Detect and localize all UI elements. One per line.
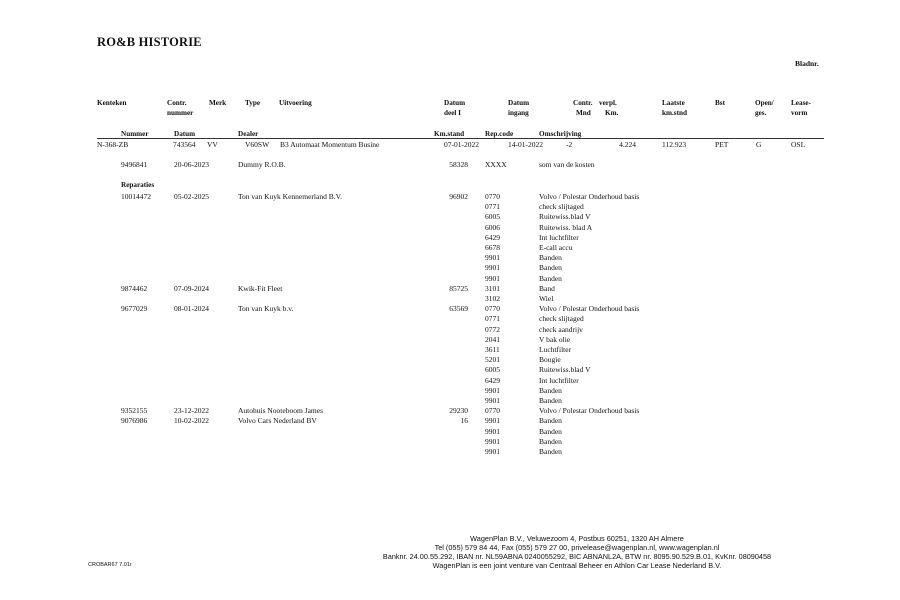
vehicle-merk: VV: [207, 140, 218, 149]
header-ingang: ingang: [508, 109, 529, 117]
repair-repcode: 0770: [485, 304, 500, 314]
footer-line-2: Tel (055) 579 84 44, Fax (055) 579 27 00, privelease@wagenplan.nl, www.wagenplan.nl: [434, 543, 720, 552]
repair-repcode: 3101: [485, 283, 500, 293]
header-contr-mnd: Contr.: [573, 99, 593, 107]
repair-omschrijving: Banden: [539, 385, 562, 395]
repair-repcode: 9901: [485, 416, 500, 426]
repair-omschrijving: Luchtfilter: [539, 345, 572, 354]
repair-repcode: 0771: [485, 202, 500, 212]
vehicle-contract: 743564: [173, 140, 196, 149]
repair-repcode: 6429: [485, 375, 500, 385]
header-lease: Lease-: [791, 99, 811, 107]
repair-omschrijving: Wiel: [539, 294, 554, 303]
repair-omschrijving: Banden: [539, 253, 562, 263]
repair-repcode: 0770: [485, 406, 500, 416]
repair-repcode: 6429: [485, 232, 500, 242]
summary-datum: 20-06-2023: [174, 160, 209, 169]
repair-kmstand: 29230: [449, 406, 468, 416]
repair-kmstand: 85725: [449, 283, 468, 293]
repair-omschrijving: Band: [539, 283, 555, 293]
reparaties-label: Reparaties: [121, 181, 155, 189]
repair-datum: 07-09-2024: [174, 283, 209, 293]
repair-datum: 08-01-2024: [174, 304, 209, 314]
repair-omschrijving: Bougie: [539, 355, 561, 365]
repair-repcode: 5201: [485, 355, 500, 365]
subheader-dealer: Dealer: [238, 130, 259, 138]
page-number-label: Bladnr.: [795, 59, 819, 68]
vehicle-datum-deel1: 07-01-2022: [444, 140, 479, 149]
repair-kmstand: 16: [460, 416, 468, 426]
repair-repcode: 6005: [485, 212, 500, 222]
header-ges: ges.: [755, 109, 767, 117]
header-open: Open/: [755, 99, 774, 107]
repair-repcode: 6005: [485, 365, 500, 375]
header-divider: [97, 138, 824, 139]
summary-nummer: 9496841: [121, 160, 148, 169]
repair-omschrijving: Banden: [539, 447, 562, 456]
repair-repcode: 3102: [485, 294, 500, 303]
vehicle-verpl-km: 4.224: [619, 140, 636, 149]
header-vorm: vorm: [791, 109, 808, 117]
subheader-omschrijving: Omschrijving: [539, 130, 582, 138]
repair-dealer: Ton van Kuyk Kennemerland B.V.: [238, 192, 342, 201]
summary-kmstand: 58328: [449, 160, 468, 169]
repair-omschrijving: Banden: [539, 416, 562, 426]
repair-omschrijving: check slijtaged: [539, 314, 584, 324]
repair-datum: 23-12-2022: [174, 406, 209, 416]
repair-nummer: 9874462: [121, 283, 148, 293]
vehicle-contr-mnd: -2: [566, 140, 573, 149]
summary-repcode: XXXX: [485, 160, 507, 169]
vehicle-laatste-km: 112.923: [662, 140, 687, 149]
repair-omschrijving: Volvo / Polestar Onderhoud basis: [539, 304, 640, 314]
header-mnd: Mnd: [576, 109, 591, 117]
header-datum-deel1: Datum: [444, 99, 466, 107]
repair-omschrijving: Ruitewiss.blad V: [539, 212, 591, 222]
vehicle-uitvoering: B3 Automaat Momentum Busine: [280, 140, 380, 149]
repair-repcode: 6678: [485, 243, 500, 252]
repair-datum: 05-02-2025: [174, 192, 209, 201]
repair-omschrijving: Ruitewiss. blad A: [539, 222, 593, 232]
repair-nummer: 9677029: [121, 304, 148, 314]
header-kmstnd: km.stnd: [662, 109, 687, 117]
repair-repcode: 9901: [485, 263, 500, 273]
footer-line-4: WagenPlan is een joint venture van Centraal Beheer en Athlon Car Lease Nederland B.V.: [432, 561, 722, 570]
header-km: Km.: [605, 109, 619, 117]
repair-repcode: 0771: [485, 314, 500, 324]
repair-omschrijving: Volvo / Polestar Onderhoud basis: [539, 406, 640, 416]
vehicle-leasevorm: OSL: [791, 140, 806, 149]
vehicle-type: V60SW: [245, 140, 270, 149]
repair-repcode: 9901: [485, 273, 500, 283]
repair-repcode: 9901: [485, 253, 500, 263]
repair-omschrijving: Banden: [539, 436, 562, 446]
subheader-datum: Datum: [174, 130, 196, 138]
repair-omschrijving: V bak olie: [539, 334, 571, 344]
repair-omschrijving: Int luchtfilter: [539, 232, 579, 242]
repair-repcode: 0770: [485, 192, 500, 201]
repair-repcode: 3611: [485, 345, 500, 354]
repair-repcode: 9901: [485, 396, 500, 405]
repair-repcode: 2041: [485, 334, 500, 344]
repair-nummer: 10014472: [121, 192, 151, 201]
repair-kmstand: 96902: [449, 192, 468, 201]
repair-omschrijving: Banden: [539, 396, 562, 405]
repair-dealer: Autohuis Nooteboom James: [238, 406, 323, 416]
header-bst: Bst: [715, 99, 725, 107]
header-nummer: nummer: [167, 109, 194, 117]
vehicle-bst: PET: [715, 140, 729, 149]
repair-kmstand: 63569: [449, 304, 468, 314]
header-merk: Merk: [209, 99, 227, 107]
header-contr: Contr.: [167, 99, 187, 107]
report-code: CROBAR67 7.01r: [88, 562, 132, 568]
repair-repcode: 9901: [485, 426, 500, 436]
repair-repcode: 6006: [485, 222, 500, 232]
repair-dealer: Kwik-Fit Fleet: [238, 283, 283, 293]
header-type: Type: [245, 99, 261, 107]
repair-omschrijving: Banden: [539, 426, 562, 436]
repair-omschrijving: check slijtaged: [539, 202, 584, 212]
header-verpl: verpl.: [599, 99, 617, 107]
repair-dealer: Volvo Cars Nederland BV: [238, 416, 317, 426]
header-datum-ingang: Datum: [508, 99, 530, 107]
subheader-kmstand: Km.stand: [434, 130, 465, 138]
repair-dealer: Ton van Kuyk b.v.: [238, 304, 294, 314]
repair-omschrijving: check aandrijv: [539, 324, 583, 334]
repair-omschrijving: Int luchtfilter: [539, 375, 579, 385]
summary-omschrijving: som van de kosten: [539, 160, 595, 169]
repair-omschrijving: Banden: [539, 263, 562, 273]
footer-line-3: Banknr. 24.00.55.292, IBAN nr. NL59ABNA 0240055292, BIC ABNANL2A, BTW nr. 8095.90.529.B.01, KvKnr. 08090458: [382, 552, 772, 561]
subheader-repcode: Rep.code: [485, 130, 514, 138]
vehicle-open: G: [756, 140, 762, 149]
repair-repcode: 9901: [485, 436, 500, 446]
vehicle-kenteken: N-368-ZB: [97, 140, 129, 149]
repair-omschrijving: E-call accu: [539, 243, 573, 252]
header-deel1: deel I: [444, 109, 461, 117]
repair-nummer: 9076986: [121, 416, 148, 426]
header-laatste: Laatste: [662, 99, 685, 107]
repair-nummer: 9352155: [121, 406, 148, 416]
repair-repcode: 0772: [485, 324, 500, 334]
repair-repcode: 9901: [485, 385, 500, 395]
repair-omschrijving: Ruitewiss.blad V: [539, 365, 591, 375]
repair-omschrijving: Banden: [539, 273, 562, 283]
header-uitvoering: Uitvoering: [279, 99, 312, 107]
repair-datum: 10-02-2022: [174, 416, 209, 426]
vehicle-datum-ingang: 14-01-2022: [508, 140, 543, 149]
report-title: RO&B HISTORIE: [97, 35, 202, 49]
subheader-nummer: Nummer: [121, 130, 149, 138]
summary-dealer: Dummy R.O.B.: [238, 160, 286, 169]
header-kenteken: Kenteken: [97, 99, 127, 107]
footer-line-1: WagenPlan B.V., Veluwezoom 4, Postbus 60251, 1320 AH Almere: [470, 534, 684, 543]
repair-repcode: 9901: [485, 447, 500, 456]
repair-omschrijving: Volvo / Polestar Onderhoud basis: [539, 192, 640, 201]
